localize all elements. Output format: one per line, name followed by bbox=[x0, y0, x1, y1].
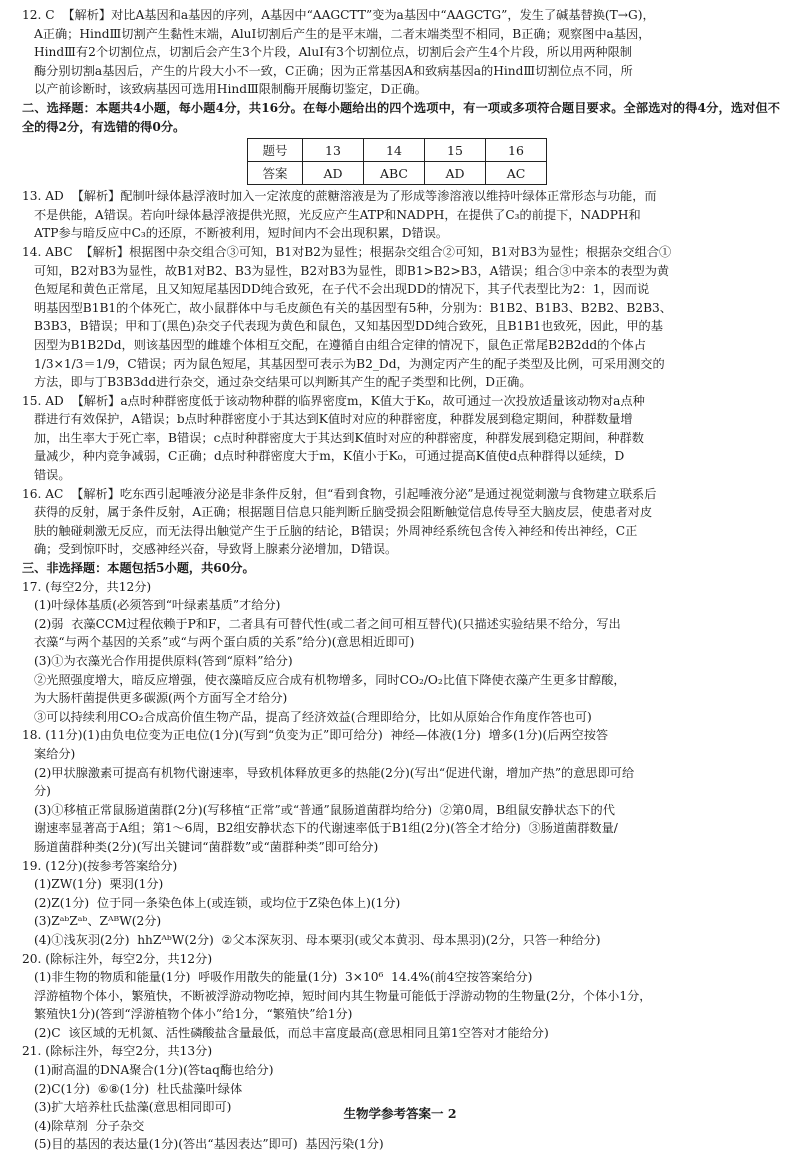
text-line: 方法，即与丁B3B3dd进行杂交，通过杂交结果可以判断其产生的配子类型和比例，D正确。 bbox=[34, 375, 532, 390]
text-line: (3)扩大培养杜氏盐藻(意思相同即可) bbox=[34, 1100, 232, 1115]
table-row bbox=[248, 162, 547, 185]
q15-block bbox=[22, 392, 780, 485]
text-line: 肤的触碰刺激无反应，而无法得出触觉产生于丘脑的结论，B错误；外周神经系统包含传入神经和传出神经，C正 bbox=[34, 523, 638, 538]
text-line: (1)叶绿体基质(必须答到“叶绿素基质”才给分) bbox=[34, 598, 281, 613]
table-cell: 13 bbox=[303, 139, 364, 162]
text-line: (2)C(1分) ⑥⑧(1分) 杜氏盐藻叶绿体 bbox=[34, 1081, 243, 1096]
text-line: 为大肠杆菌提供更多碳源(两个方面写全才给分) bbox=[34, 691, 288, 706]
text-line: (4)除草剂 分子杂交 bbox=[34, 1118, 145, 1133]
text-line: (1)耐高温的DNA聚合(1分)(答taq酶也给分) bbox=[34, 1063, 274, 1078]
text-line: 19. (12分)(按参考答案给分) bbox=[22, 858, 178, 873]
text-line: HindⅢ有2个切割位点，切割后会产生3个片段，AluⅠ有3个切割位点，切割后会产生4个片段，所以用两种限制 bbox=[34, 45, 632, 60]
text-line: 20. (除标注外，每空2分，共12分) bbox=[22, 951, 213, 966]
text-line: (3)ZᵃᵇZᵃᵇ、ZᴬᴮW(2分) bbox=[34, 914, 162, 929]
q13-block bbox=[22, 187, 780, 243]
text-line: (3)①移植正常鼠肠道菌群(2分)(写移植“正常”或“普通”鼠肠道菌群均给分) ②第0周，B组鼠安静状态下的代 bbox=[34, 802, 615, 817]
text-line: 谢速率显著高于A组；第1～6周，B2组安静状态下的代谢速率低于B1组(2分)(答全才给分) ③肠道菌群数量/ bbox=[34, 821, 618, 836]
text-line: A正确；HindⅢ切割产生黏性末端，AluⅠ切割后产生的是平末端，二者末端类型不相同，B正确；观察图中a基因， bbox=[34, 26, 651, 41]
answer-page bbox=[22, 6, 780, 1154]
text-line: B3B3，B错误；甲和丁(黑色)杂交子代表现为黄色和鼠色，又知基因型DD纯合致死，且B1B1也致死，因此，甲的基 bbox=[34, 319, 663, 334]
table-row bbox=[248, 139, 547, 162]
table-cell: 题号 bbox=[248, 139, 303, 162]
text-line: 衣藻“与两个基因的关系”或“与两个蛋白质的关系”给分)(意思相近即可) bbox=[34, 635, 415, 650]
text-line: 21. (除标注外，每空2分，共13分) bbox=[22, 1044, 213, 1059]
table-cell: 14 bbox=[364, 139, 425, 162]
q19-block bbox=[22, 857, 780, 950]
text-line: 酶分别切割a基因后，产生的片段大小不一致，C正确；因为正常基因A和致病基因a的HindⅢ切割位点不同，所 bbox=[34, 63, 633, 78]
text-line: 明基因型B1B1的个体死亡，故小鼠群体中与毛皮颜色有关的基因型有5种，分别为：B1B2、B1B3、B2B2、B2B3、 bbox=[34, 300, 672, 315]
text-line: 色短尾和黄色正常尾，且又知短尾基因DD纯合致死，在子代不会出现DD的情况下，其子代表型比为2：1，因而说 bbox=[34, 282, 650, 297]
text-line: (3)①为衣藻光合作用提供原料(答到“原料”给分) bbox=[34, 654, 293, 668]
table-cell: 16 bbox=[486, 139, 547, 162]
text-line: (1)非生物的物质和能量(1分) 呼吸作用散失的能量(1分) 3×10⁶ 14.4%(前4空按答案给分) bbox=[34, 970, 533, 985]
q14-block bbox=[22, 243, 780, 392]
table-cell: AD bbox=[303, 162, 364, 185]
text-line: 17. (每空2分，共12分) bbox=[22, 579, 152, 594]
text-line: 18. (11分)(1)由负电位变为正电位(1分)(写到“负变为正”即可给分) 神经—体液(1分) 增多(1分)(后两空按答 bbox=[22, 728, 609, 743]
text-line: 分) bbox=[34, 784, 51, 799]
text-line: (2)Z(1分) 位于同一条染色体上(或连锁，或均位于Z染色体上)(1分) bbox=[34, 895, 401, 910]
text-line: 繁殖快1分)(答到“浮游植物个体小”给1分，“繁殖快”给1分) bbox=[34, 1007, 353, 1022]
table-cell: ABC bbox=[364, 162, 425, 185]
text-line: 浮游植物个体小，繁殖快，不断被浮游动物吃掉，短时间内其生物量可能低于浮游动物的生物量(2分，个体小1分， bbox=[34, 988, 652, 1003]
table-cell: AC bbox=[486, 162, 547, 185]
text-line: 1/3×1/3＝1/9，C错误；丙为鼠色短尾，其基因型可表示为B2_Dd，为测定丙产生的配子类型及比例，可采用测交的 bbox=[34, 356, 665, 371]
text-line: (1)ZW(1分) 栗羽(1分) bbox=[34, 877, 164, 892]
answer-table bbox=[247, 138, 547, 185]
text-line: ATP参与暗反应中C₃的还原，不断被利用，短时间内不会出现积累，D错误。 bbox=[34, 226, 449, 241]
q12-block bbox=[22, 6, 780, 99]
text-line: 错误。 bbox=[34, 468, 71, 483]
text-line: 不是供能，A错误。若向叶绿体悬浮液提供光照，光反应产生ATP和NADPH，在提供了C₃的前提下，NADPH和 bbox=[34, 207, 641, 222]
text-line: 14. ABC 【解析】根据图中杂交组合③可知，B1对B2为显性；根据杂交组合②可知，B1对B3为显性；根据杂交组合① bbox=[22, 244, 672, 259]
text-line: 12. C 【解析】对比A基因和a基因的序列，A基因中“AAGCTT”变为a基因中“AAGCTG”，发生了碱基替换(T→G)， bbox=[22, 8, 655, 22]
text-line: (4)①浅灰羽(2分) hhZᴬᵇW(2分) ②父本深灰羽、母本栗羽(或父本黄羽、母本黑羽)(2分，只答一种给分) bbox=[34, 932, 601, 947]
table-cell: AD bbox=[425, 162, 486, 185]
text-line: 因型为B1B2Dd，则该基因型的雌雄个体相互交配，在遵循自由组合定律的情况下，鼠色正常尾B2B2dd的个体占 bbox=[34, 337, 646, 352]
q21-block bbox=[22, 1042, 780, 1154]
q16-block bbox=[22, 485, 780, 559]
q18-block bbox=[22, 726, 780, 856]
text-line: 获得的反射，属于条件反射，A正确；根据题目信息只能判断丘脑受损会阻断触觉信息传导至大脑皮层，使患者对皮 bbox=[34, 505, 653, 520]
text-line: 群进行有效保护，A错误；b点时种群密度小于其达到K值时对应的种群密度，种群发展到稳定期间，种群数量增 bbox=[34, 412, 633, 427]
text-line: 加，出生率大于死亡率，B错误；c点时种群密度大于其达到K值时对应的种群密度，种群发展到稳定期间，种群数 bbox=[34, 430, 644, 445]
text-line: ②光照强度增大，暗反应增强，使衣藻暗反应合成有机物增多，同时CO₂/O₂比值下降使衣藻产生更多甘醇酸， bbox=[34, 672, 626, 687]
q20-block bbox=[22, 950, 780, 1043]
text-line: (2)C 该区域的无机氮、活性磷酸盐含量最低，而总丰富度最高(意思相同且第1空答对才能给分) bbox=[34, 1025, 549, 1040]
text-line: ③可以持续利用CO₂合成高价值生物产品，提高了经济效益(合理即给分，比如从原始合作角度作答也可) bbox=[34, 709, 592, 724]
table-cell: 15 bbox=[425, 139, 486, 162]
text-line: 以产前诊断时，该致病基因可选用HindⅢ限制酶开展酶切鉴定，D正确。 bbox=[34, 82, 427, 97]
text-line: (5)目的基因的表达量(1分)(答出“基因表达”即可) 基因污染(1分) bbox=[34, 1137, 384, 1152]
page-footer: 生物学参考答案一 2 bbox=[343, 1106, 457, 1121]
text-line: 可知，B2对B3为显性，故B1对B2、B3为显性，B2对B3为显性，即B1>B2>B3，A错误；组合③中亲本的表型为黄 bbox=[34, 263, 670, 278]
table-cell: 答案 bbox=[248, 162, 303, 185]
section-2-heading: 二、选择题：本题共4小题，每小题4分，共16分。在每小题给出的四个选项中，有一项或多项符合题目要求。全部选对的得4分，选对但不全的得2分，有选错的得0分。 bbox=[22, 100, 780, 134]
text-line: 确；受到惊吓时，交感神经兴奋，导致肾上腺素分泌增加，D错误。 bbox=[34, 542, 398, 557]
text-line: 肠道菌群种类(2分)(写出关键词“菌群数”或“菌群种类”即可给分) bbox=[34, 839, 379, 854]
text-line: 16. AC 【解析】吃东西引起唾液分泌是非条件反射，但“看到食物，引起唾液分泌”是通过视觉刺激与食物建立联系后 bbox=[22, 486, 657, 501]
text-line: (2)弱 衣藻CCM过程依赖于P和F，二者具有可替代性(或二者之间可相互替代)(只描述实验结果不给分，写出 bbox=[34, 616, 621, 631]
q17-block bbox=[22, 578, 780, 727]
text-line: 量减少，种内竞争减弱，C正确；d点时种群密度大于m，K值小于K₀，可通过提高K值使d点种群得以延续，D bbox=[34, 449, 625, 464]
section-3-heading: 三、非选择题：本题包括5小题，共60分。 bbox=[22, 561, 255, 576]
text-line: 13. AD 【解析】配制叶绿体悬浮液时加入一定浓度的蔗糖溶液是为了形成等渗溶液以维持叶绿体正常形态与功能，而 bbox=[22, 189, 657, 204]
text-line: 15. AD 【解析】a点时种群密度低于该动物种群的临界密度m，K值大于K₀，故可通过一次投放适量该动物对a点种 bbox=[22, 393, 645, 408]
text-line: 案给分) bbox=[34, 746, 76, 761]
text-line: (2)甲状腺激素可提高有机物代谢速率，导致机体释放更多的热能(2分)(写出“促进代谢，增加产热”的意思即可给 bbox=[34, 765, 635, 780]
